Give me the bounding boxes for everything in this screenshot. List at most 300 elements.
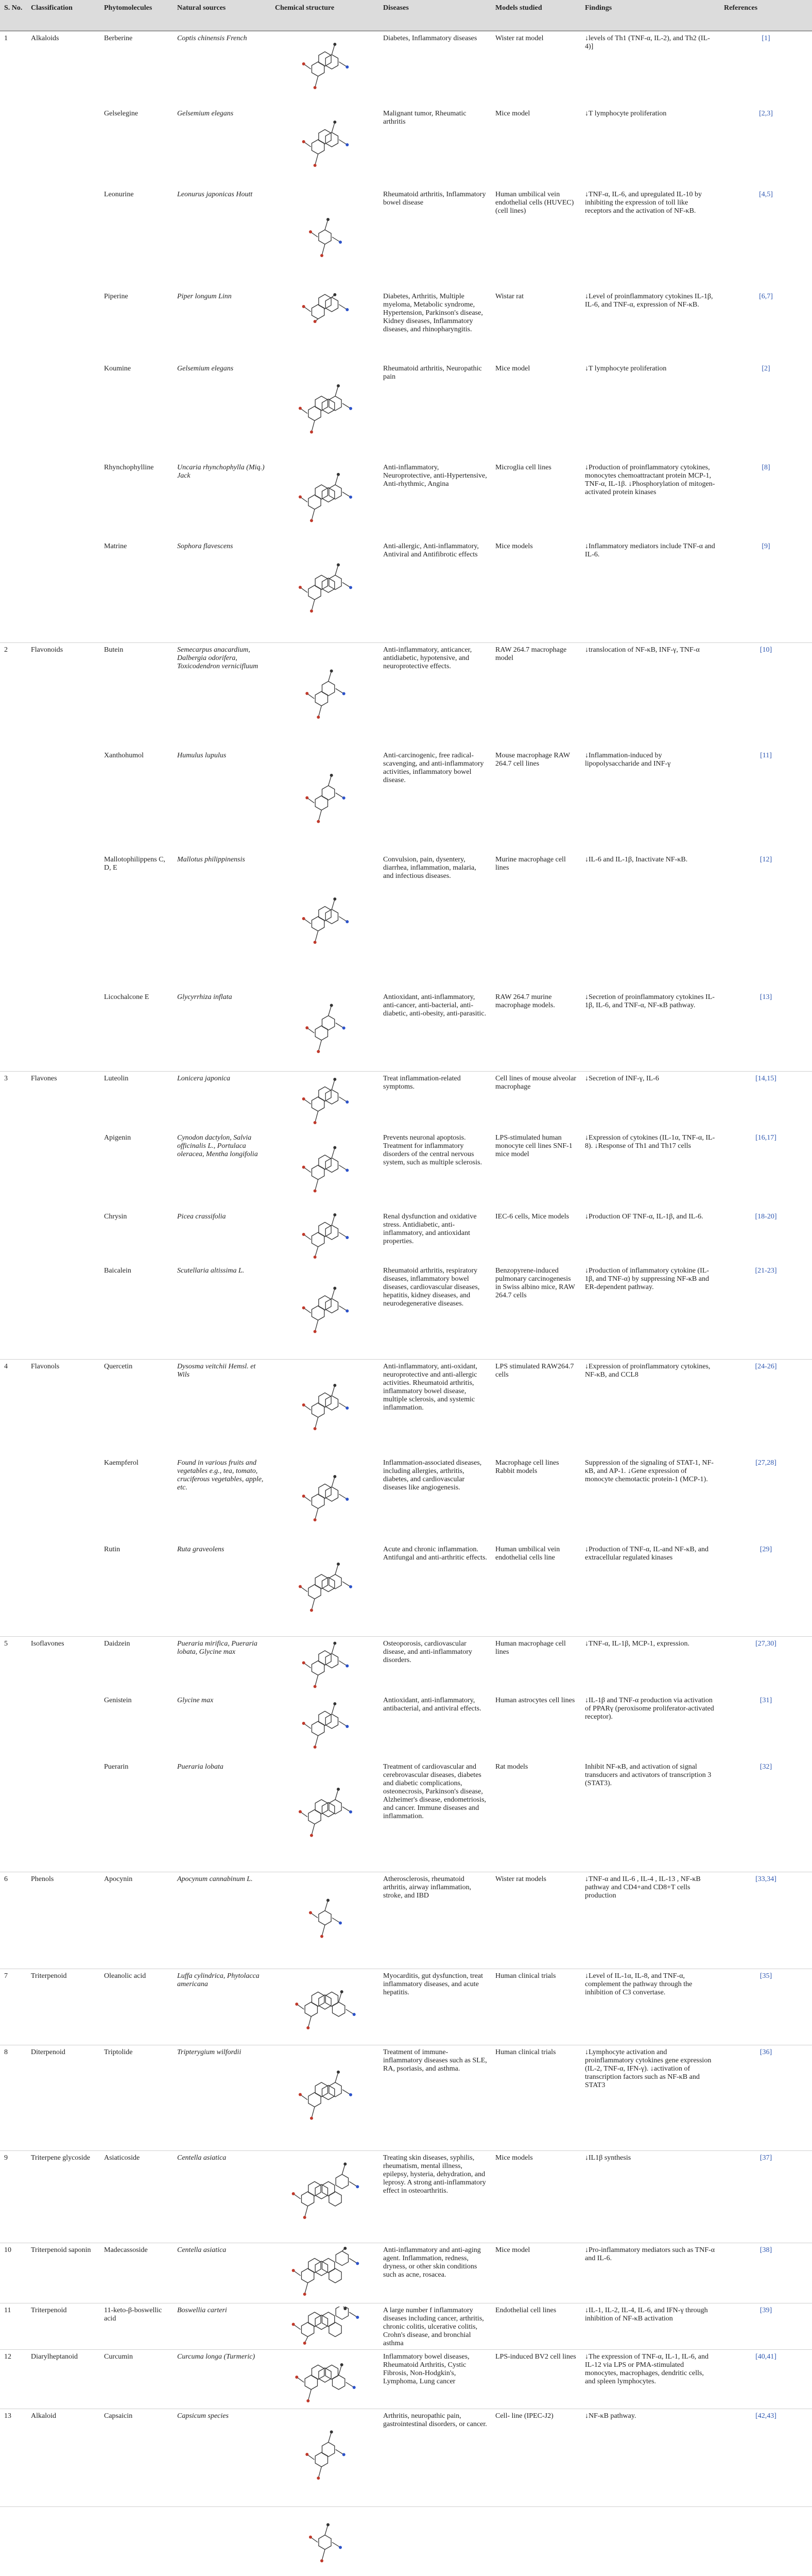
cell-molecule: Butein [100, 642, 173, 749]
cell-diseases: Anti-inflammatory, anti-oxidant, neuroprotective and anti-allergic activities. Rheumatoid arthritis, inflammatory bowel disease, multiple sclerosis, and systemic inflammation. [379, 1359, 491, 1456]
reference-link[interactable]: [11] [760, 752, 772, 759]
structure-drawing [275, 1075, 375, 1126]
cell-diseases: Anti-inflammatory, anticancer, antidiabetic, hypotensive, and neuroprotective effects. [379, 642, 491, 749]
cell-findings: ↓levels of Th1 (TNF-α, IL-2), and Th2 (IL-4)] [581, 31, 720, 107]
structure-ring [308, 1810, 321, 1824]
cell-source: Leonurus japonicas Houtt [177, 191, 253, 198]
cell-molecule: Gelselegine [104, 110, 139, 117]
reference-link[interactable]: [27,30] [720, 1636, 812, 1693]
structure-atom [302, 1307, 305, 1310]
reference-link[interactable]: [14,15] [720, 1071, 812, 1131]
cell-diseases: Diabetes, Arthritis, Multiple myeloma, Metabolic syndrome, Hypertension, Parkinson's disease, Kidney diseases, Inflammatory diseases, and rhinopharyngitis. [383, 293, 483, 333]
cell-sno: 9 [0, 2150, 27, 2243]
structure-drawing [275, 2048, 375, 2144]
structure-ring [312, 62, 324, 76]
structure-atom [314, 1330, 317, 1333]
structure-ring [312, 1232, 324, 1247]
cell-molecule: 11-keto-β-boswellic acid [100, 2303, 173, 2349]
cell-findings: ↓Level of proinflammatory cytokines IL-1β, IL-6, and TNF-α, expression of NF-κB. [585, 293, 713, 309]
cell-structure [271, 1359, 379, 1456]
structure-atom [302, 1661, 305, 1664]
header-classification: Classification [31, 4, 73, 12]
reference-link[interactable]: [29] [759, 1546, 772, 1553]
structure-ring [312, 1165, 324, 1180]
cell-diseases: Inflammation-associated diseases, including allergies, arthritis, diabetes, and cardiovascular diseases like angiogenesis. [383, 1459, 482, 1492]
structure-atom [345, 1310, 349, 1313]
cell-diseases: Arthritis, neuropathic pain, gastrointestinal disorders, or cancer. [379, 2409, 491, 2506]
cell-models: Cell lines of mouse alveolar macrophage [491, 1071, 581, 1131]
structure-ring [319, 129, 331, 144]
cell-findings: ↓Production of TNF-α, IL-and NF-κB, and extracellular regulated kinases [585, 1546, 709, 1562]
structure-ring [319, 1222, 331, 1236]
structure-bond [318, 1040, 321, 1052]
chemical-structure-image [275, 2307, 375, 2348]
reference-link[interactable]: [33,34] [720, 1872, 812, 1969]
cell-source: Gelsemium elegans [177, 110, 234, 117]
structure-ring [329, 2192, 341, 2206]
structure-atom [333, 1213, 336, 1216]
structure-drawing [275, 2353, 375, 2404]
structure-bond [312, 600, 315, 611]
structure-atom [305, 1026, 308, 1029]
table-row [0, 1969, 812, 2045]
cell-structure [271, 2409, 379, 2506]
structure-ring [322, 2085, 335, 2099]
reference-link[interactable]: [12] [759, 856, 772, 863]
cell-molecule: Rhynchophylline [104, 464, 154, 471]
structure-atom [345, 308, 349, 311]
cell-molecule: Berberine [100, 31, 173, 107]
structure-atom [345, 1406, 349, 1410]
structure-bond [325, 219, 328, 230]
cell-classification [27, 1760, 100, 1872]
reference-link[interactable]: [31] [759, 1697, 772, 1704]
chemical-structure-image [275, 35, 375, 99]
structure-ring [302, 2192, 314, 2206]
table-row [0, 2150, 812, 2243]
cell-source: Sophora flavescens [177, 543, 233, 550]
cell-sno [0, 2506, 27, 2576]
structure-ring [319, 2368, 331, 2382]
structure-bond [329, 1005, 332, 1015]
structure-ring [325, 1158, 338, 1173]
structure-atom [320, 254, 323, 257]
cell-molecule: Luteolin [100, 1071, 173, 1131]
reference-link[interactable]: [39] [720, 2303, 812, 2349]
structure-bond [332, 1148, 335, 1158]
structure-ring [302, 2322, 314, 2336]
cell-findings: ↓T lymphocyte proliferation [585, 110, 667, 117]
structure-ring [322, 2258, 335, 2273]
cell-source: Glycine max [177, 1697, 214, 1704]
reference-link[interactable]: [6,7] [759, 293, 773, 300]
cell-findings: ↓Secretion of proinflammatory cytokines IL-1β, IL-6, and TNF-α, NF-κB pathway. [585, 993, 715, 1009]
structure-atom [314, 1121, 317, 1124]
chemical-structure-image [275, 543, 375, 638]
header-chemical-structure: Chemical structure [275, 4, 335, 12]
structure-bond [315, 1675, 318, 1686]
cell-structure [271, 362, 379, 461]
structure-bond [339, 1992, 342, 2002]
structure-ring [329, 485, 341, 499]
structure-ring [322, 786, 335, 800]
structure-atom [345, 1236, 349, 1239]
cell-sno [0, 362, 27, 461]
table-row [0, 1210, 812, 1264]
structure-ring [312, 304, 324, 319]
reference-link[interactable]: [21-23] [755, 1267, 777, 1275]
cell-classification: Triterpenoid [27, 1969, 100, 2045]
structure-atom [345, 143, 349, 146]
structure-atom [333, 1384, 336, 1387]
cell-models: LPS-induced BV2 cell lines [491, 2349, 581, 2409]
structure-atom [310, 2116, 313, 2120]
chemical-structure-image [275, 2412, 375, 2502]
structure-atom [295, 2376, 298, 2379]
structure-atom [340, 2363, 343, 2366]
cell-sno [0, 1760, 27, 1872]
cell-sno: 3 [0, 1071, 27, 1131]
chemical-structure-image [275, 1363, 375, 1453]
cell-molecule [100, 2506, 173, 2576]
cell-source: Found in various fruits and vegetables e.g., tea, tomato, cruciferous vegetables, apple, etc. [177, 1459, 264, 1492]
reference-link[interactable]: [9] [762, 543, 770, 550]
reference-link[interactable]: [2,3] [759, 110, 773, 117]
structure-drawing [275, 464, 375, 533]
reference-link[interactable]: [10] [720, 642, 812, 749]
structure-atom [317, 716, 320, 719]
structure-atom [349, 1585, 352, 1588]
cell-classification [27, 188, 100, 290]
cell-structure [271, 461, 379, 539]
table-row [0, 749, 812, 853]
structure-ring [322, 681, 335, 696]
structure-atom [317, 820, 320, 823]
structure-atom [302, 1722, 305, 1725]
cell-diseases: Diabetes, Inflammatory diseases [379, 31, 491, 107]
structure-ring [319, 1296, 331, 1310]
cell-diseases: Myocarditis, gut dysfunction, treat inflammatory diseases, and acute hepatitis. [379, 1969, 491, 2045]
reference-link[interactable]: [35] [720, 1969, 812, 2045]
cell-source: Scutellaria altissima L. [177, 1267, 245, 1275]
cell-molecule: Rutin [104, 1546, 120, 1553]
structure-atom [299, 586, 302, 589]
table-row [0, 1693, 812, 1760]
structure-atom [349, 1810, 352, 1814]
structure-atom [326, 218, 330, 221]
structure-atom [345, 1498, 349, 1501]
cell-sno [0, 749, 27, 853]
cell-diseases: Treat inflammation-related symptoms. [379, 1071, 491, 1131]
structure-ring [325, 55, 338, 69]
cell-classification [27, 539, 100, 642]
structure-ring [315, 2452, 327, 2467]
structure-atom [343, 2307, 347, 2310]
structure-ring [312, 1403, 324, 1417]
table-row [0, 642, 812, 749]
structure-atom [302, 305, 305, 308]
structure-bond [315, 1247, 318, 1257]
cell-structure [271, 2349, 379, 2409]
structure-bond [308, 2389, 311, 2401]
cell-diseases: Anti-allergic, Anti-inflammatory, Antiviral and Antifibrotic effects [383, 543, 479, 558]
structure-atom [333, 897, 336, 901]
reference-link[interactable]: [24-26] [720, 1359, 812, 1456]
structure-ring [325, 909, 338, 924]
structure-atom [303, 2216, 306, 2219]
cell-classification [27, 749, 100, 853]
cell-sno: 1 [0, 31, 27, 107]
structure-atom [349, 586, 352, 589]
structure-ring [312, 1097, 324, 1111]
structure-bond [308, 2016, 311, 2028]
cell-structure [271, 2506, 379, 2576]
header-models-studied: Models studied [495, 4, 542, 12]
structure-atom [299, 2093, 302, 2096]
structure-ring [312, 917, 324, 931]
structure-ring [333, 2002, 345, 2016]
structure-bond [325, 2524, 328, 2535]
cell-structure [271, 1456, 379, 1543]
reference-link[interactable]: [37] [720, 2150, 812, 2243]
structure-ring [329, 2082, 341, 2096]
cell-source: Glycyrrhiza inflata [177, 993, 232, 1001]
cell-findings: ↓NF-κB pathway. [581, 2409, 720, 2506]
cell-structure [271, 539, 379, 642]
structure-ring [319, 1711, 331, 1725]
structure-atom [342, 1026, 345, 1029]
structure-ring [322, 399, 335, 414]
structure-ring [319, 1484, 331, 1498]
header-sno: S. No. [4, 4, 23, 12]
reference-link[interactable]: [4,5] [759, 191, 773, 198]
cell-classification: Flavonoids [27, 642, 100, 749]
reference-link[interactable]: [32] [759, 1763, 772, 1771]
cell-sno [0, 461, 27, 539]
cell-classification: Alkaloid [27, 2409, 100, 2506]
structure-atom [349, 2093, 352, 2096]
cell-molecule: Leonurine [104, 191, 134, 198]
cell-classification: Triterpenoid saponin [27, 2243, 100, 2303]
table-row [0, 1131, 812, 1210]
cell-source: Centella asiatica [173, 2243, 271, 2303]
structure-ring [325, 132, 338, 147]
cell-diseases: Acute and chronic inflammation. Antifungal and anti-arthritic effects. [383, 1546, 487, 1562]
structure-ring [325, 1487, 338, 1501]
structure-ring [319, 294, 331, 309]
structure-ring [315, 691, 327, 706]
cell-findings: ↓Level of IL-1α, IL-8, and TNF-α, complement the pathway through the inhibition of C3 convertase. [581, 1969, 720, 2045]
chemical-structure-image [275, 993, 375, 1068]
cell-structure [271, 290, 379, 362]
table-row [0, 362, 812, 461]
structure-atom [356, 2185, 359, 2188]
table-row [0, 1071, 812, 1131]
structure-atom [339, 241, 342, 244]
cell-source: Cynodon dactylon, Salvia officinalis L., Portulaca oleracea, Mentha longifolia [177, 1134, 258, 1158]
structure-bond [312, 421, 315, 432]
cell-molecule: Baicalein [104, 1267, 131, 1275]
structure-atom [314, 320, 317, 323]
structure-drawing [275, 1363, 375, 1450]
structure-drawing [275, 1972, 375, 2039]
cell-findings: ↓Production of inflammatory cytokine (IL-1β, and TNF-α) by suppressing NF-κB and ER-dependent pathway. [585, 1267, 710, 1291]
cell-models: Mice models [495, 543, 533, 550]
reference-link[interactable]: [42,43] [720, 2409, 812, 2506]
cell-molecule: Puerarin [104, 1763, 129, 1771]
table-row [0, 853, 812, 990]
cell-sno: 7 [0, 1969, 27, 2045]
chemical-structure-image [275, 2510, 375, 2576]
reference-link[interactable]: [27,28] [755, 1459, 776, 1467]
cell-diseases: Osteoporosis, cardiovascular disease, and anti-inflammatory disorders. [379, 1636, 491, 1693]
cell-molecule: Oleanolic acid [100, 1969, 173, 2045]
structure-atom [299, 1585, 302, 1588]
structure-ring [322, 1803, 335, 1817]
structure-ring [329, 575, 341, 589]
structure-atom [340, 1990, 343, 1993]
structure-drawing [275, 856, 375, 985]
reference-link[interactable]: [2] [762, 365, 770, 372]
structure-ring [315, 575, 327, 589]
structure-atom [302, 1097, 305, 1100]
structure-bond [332, 1477, 335, 1487]
reference-link[interactable]: [13] [759, 993, 772, 1001]
structure-ring [305, 2002, 317, 2016]
table-row [0, 1264, 812, 1359]
structure-atom [314, 1190, 317, 1193]
structure-atom [303, 2293, 306, 2296]
structure-atom [310, 431, 313, 434]
structure-bond [315, 931, 318, 942]
structure-bond [335, 565, 338, 575]
structure-bond [329, 775, 332, 786]
reference-link[interactable]: [40,41] [720, 2349, 812, 2409]
table-row [0, 290, 812, 362]
cell-models: Mice model [495, 365, 530, 372]
cell-models: RAW 264.7 murine macrophage models. [495, 993, 555, 1009]
cell-molecule: Chrysin [104, 1213, 127, 1221]
cell-findings: ↓IL1β synthesis [581, 2150, 720, 2243]
structure-bond [305, 2206, 308, 2217]
chemical-structure-image [275, 1763, 375, 1866]
chemical-structure-image [275, 464, 375, 536]
cell-classification [27, 2506, 100, 2576]
cell-models: Wister rat model [491, 31, 581, 107]
reference-link[interactable]: [36] [720, 2045, 812, 2150]
structure-drawing [275, 993, 375, 1065]
cell-models: LPS stimulated RAW264.7 cells [491, 1359, 581, 1456]
reference-link[interactable]: [16,17] [755, 1134, 776, 1142]
reference-link[interactable] [720, 2506, 812, 2576]
table-row [0, 2045, 812, 2150]
cell-classification: Diterpenoid [27, 2045, 100, 2150]
table-row [0, 2243, 812, 2303]
structure-bond [335, 1789, 338, 1800]
cell-models: Mice models [491, 2150, 581, 2243]
cell-sno [0, 188, 27, 290]
table-row [0, 1636, 812, 1693]
header-references: References [724, 4, 758, 12]
cell-source: Apocynum cannabinum L. [173, 1872, 271, 1969]
structure-bond [329, 671, 332, 681]
cell-sno: 12 [0, 2349, 27, 2409]
structure-ring [329, 396, 341, 411]
structure-ring [312, 140, 324, 154]
cell-classification [27, 362, 100, 461]
structure-ring [329, 2268, 341, 2283]
structure-ring [336, 2251, 348, 2265]
reference-link[interactable]: [18-20] [755, 1213, 777, 1221]
structure-atom [349, 407, 352, 410]
cell-findings: ↓Production of proinflammatory cytokines, monocytes chemoattractant protein MCP-1, TNF-α, IL-1β. ↓Phosphorylation of mitogen-activated protein kinases [585, 464, 715, 496]
chemical-structure-image [275, 1640, 375, 1691]
structure-bond [322, 1925, 325, 1936]
structure-bond [332, 1704, 335, 1714]
table-row [0, 461, 812, 539]
cell-classification [27, 1543, 100, 1636]
cell-models: Human astrocytes cell lines [495, 1697, 575, 1704]
cell-diseases: Treating skin diseases, syphilis, rheumatism, mental illness, epilepsy, hysteria, dehydration, and leprosy. A strong anti-inflammatory effect in osteoarthritis. [379, 2150, 491, 2243]
table-header-row [0, 0, 812, 31]
structure-ring [315, 2315, 327, 2329]
structure-bond [332, 44, 335, 55]
reference-link[interactable]: [38] [720, 2243, 812, 2303]
cell-molecule: Apigenin [104, 1134, 131, 1142]
structure-ring [325, 1992, 338, 2006]
structure-atom [337, 1788, 340, 1791]
cell-sno [0, 539, 27, 642]
structure-ring [322, 2312, 335, 2326]
cell-classification [27, 1693, 100, 1760]
structure-bond [335, 1564, 338, 1574]
structure-ring [333, 2375, 345, 2389]
cell-models: Endothelial cell lines [491, 2303, 581, 2349]
cell-findings: ↓Lymphocyte activation and proinflammatory cytokines gene expression (IL-2, TNF-α, IFN-γ). ↓activation of transcription factors such as NF-κB and STAT3 [581, 2045, 720, 2150]
cell-diseases: Antioxidant, anti-inflammatory, anti-cancer, anti-bacterial, anti-diabetic, anti-obesity, anti-parasitic. [383, 993, 487, 1018]
cell-classification: Flavonols [27, 1359, 100, 1456]
reference-link[interactable]: [1] [720, 31, 812, 107]
chemical-structure-image [275, 1697, 375, 1756]
structure-bond [315, 1180, 318, 1191]
cell-structure [271, 1071, 379, 1131]
structure-atom [303, 2342, 306, 2345]
reference-link[interactable]: [8] [762, 464, 770, 471]
structure-atom [356, 2315, 359, 2318]
structure-atom [326, 1899, 330, 1902]
structure-drawing [275, 191, 375, 283]
structure-bond [322, 244, 325, 256]
structure-atom [337, 473, 340, 476]
structure-atom [339, 2546, 342, 2549]
structure-ring [319, 1995, 331, 2009]
structure-atom [337, 1563, 340, 1566]
cell-sno [0, 1456, 27, 1543]
structure-ring [319, 1155, 331, 1170]
cell-source: Ruta graveolens [177, 1546, 224, 1553]
structure-atom [333, 43, 336, 46]
structure-atom [333, 1702, 336, 1705]
cell-diseases: Rheumatoid arthritis, respiratory diseases, inflammatory bowel diseases, cardiovascular diseases, hepatitis, kidney diseases, and neurodegenerative diseases. [383, 1267, 480, 1308]
structure-drawing [275, 2246, 375, 2298]
structure-atom [292, 2192, 295, 2195]
structure-bond [315, 1417, 318, 1429]
cell-findings: ↓IL-1β and TNF-α production via activation of PPARγ (peroxisome proliferator-activated receptor). [585, 1697, 714, 1721]
cell-molecule: Mallotophilippens C, D, E [104, 856, 165, 872]
cell-source: Piper longum Linn [177, 293, 232, 300]
cell-structure [271, 1131, 379, 1210]
structure-ring [312, 1306, 324, 1320]
